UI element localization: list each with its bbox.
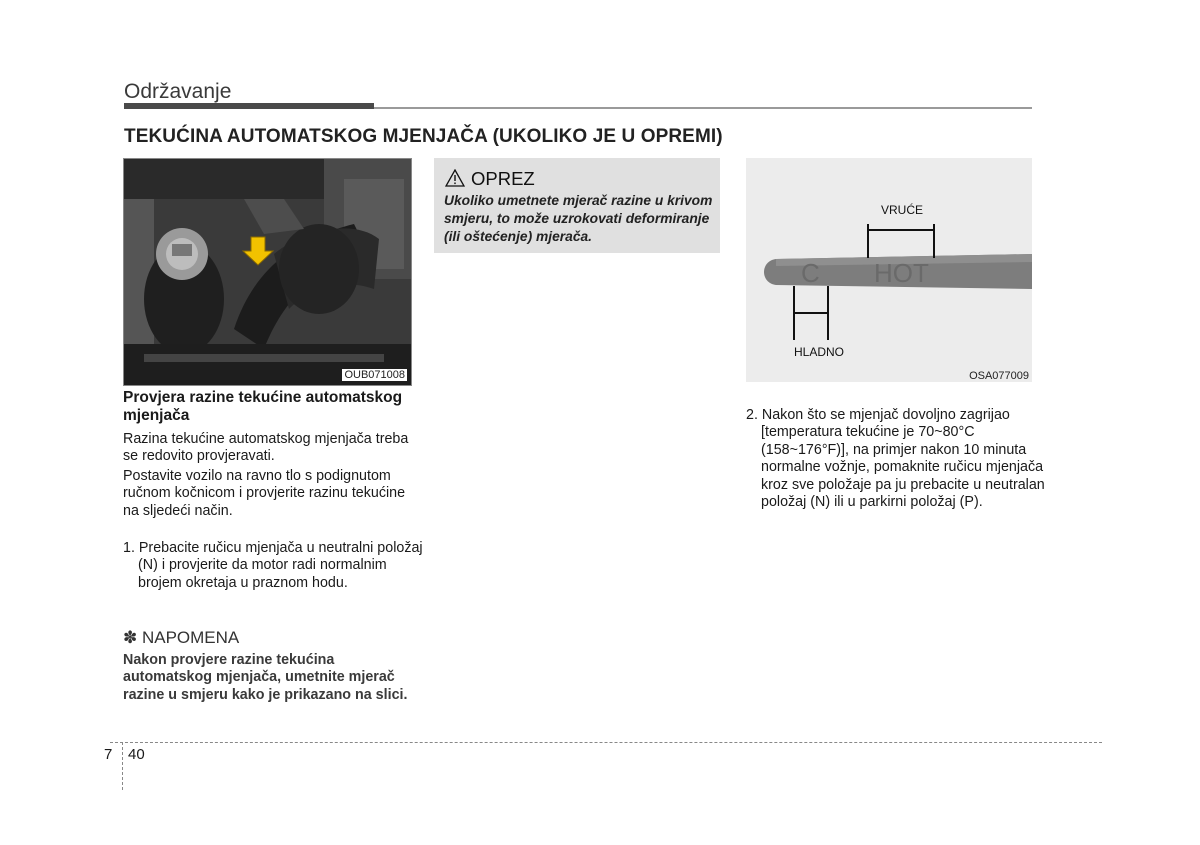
page-number: 40 (128, 746, 145, 763)
dipstick-illustration (746, 158, 1032, 382)
footer-divider (122, 742, 123, 790)
page-title: TEKUĆINA AUTOMATSKOG MJENJAČA (UKOLIKO JE U OPREMI) (124, 126, 723, 147)
step-1: 1. Prebacite ručicu mjenjača u neutralni položaj (N) i provjerite da motor radi normalnim brojem okretaja u praznom hodu. (123, 540, 423, 591)
photo-caption: OUB071008 (344, 369, 405, 381)
header-rule-accent (124, 103, 374, 109)
paragraph-2: Postavite vozilo na ravno tlo s podignutom ručnom kočnicom i provjerite razinu tekućine na sljedeći način. (123, 468, 406, 519)
caution-title (445, 168, 535, 190)
step-2: 2. Nakon što se mjenjač dovoljno zagrijao [temperatura tekućine je 70~80°C (158~176°F)], na primjer nakon 10 minuta normalne vožnje, pomaknite ručicu mjenjača kroz sve položaje pa ju prebacite u neutralan položaj (N) ili u parkirni položaj (P). (746, 407, 1045, 511)
paragraph-1: Razina tekućine automatskog mjenjača treba se redovito provjeravati. (123, 431, 409, 465)
label-hot: VRUĆE (881, 203, 924, 217)
engine-bay-photo (123, 158, 412, 386)
subheading: Provjera razine tekućine automatskog mjenjača (123, 389, 403, 424)
dipstick-mark-hot: HOT (874, 258, 929, 288)
section-header: Održavanje (124, 80, 232, 103)
label-cold: HLADNO (794, 345, 845, 359)
warning-triangle-icon (445, 169, 465, 187)
footer-rule (110, 742, 1102, 743)
photo-caption-bar (123, 368, 410, 384)
chapter-number: 7 (104, 746, 113, 763)
dipstick-mark-c: C (801, 258, 820, 288)
engine-bay-illustration (124, 159, 411, 385)
note-text: Nakon provjere razine tekućina automatskog mjenjača, umetnite mjerač razine u smjeru kako je prikazano na slici. (123, 652, 408, 703)
caution-title-text: OPREZ (471, 168, 535, 189)
dipstick-figure (746, 158, 1032, 382)
caution-text: Ukoliko umetnete mjerač razine u krivom smjeru, to može uzrokovati deformiranje (ili oštećenje) mjerača. (444, 193, 713, 244)
note-title: ✽ NAPOMENA (123, 628, 240, 647)
figure-caption: OSA077009 (969, 370, 1029, 382)
